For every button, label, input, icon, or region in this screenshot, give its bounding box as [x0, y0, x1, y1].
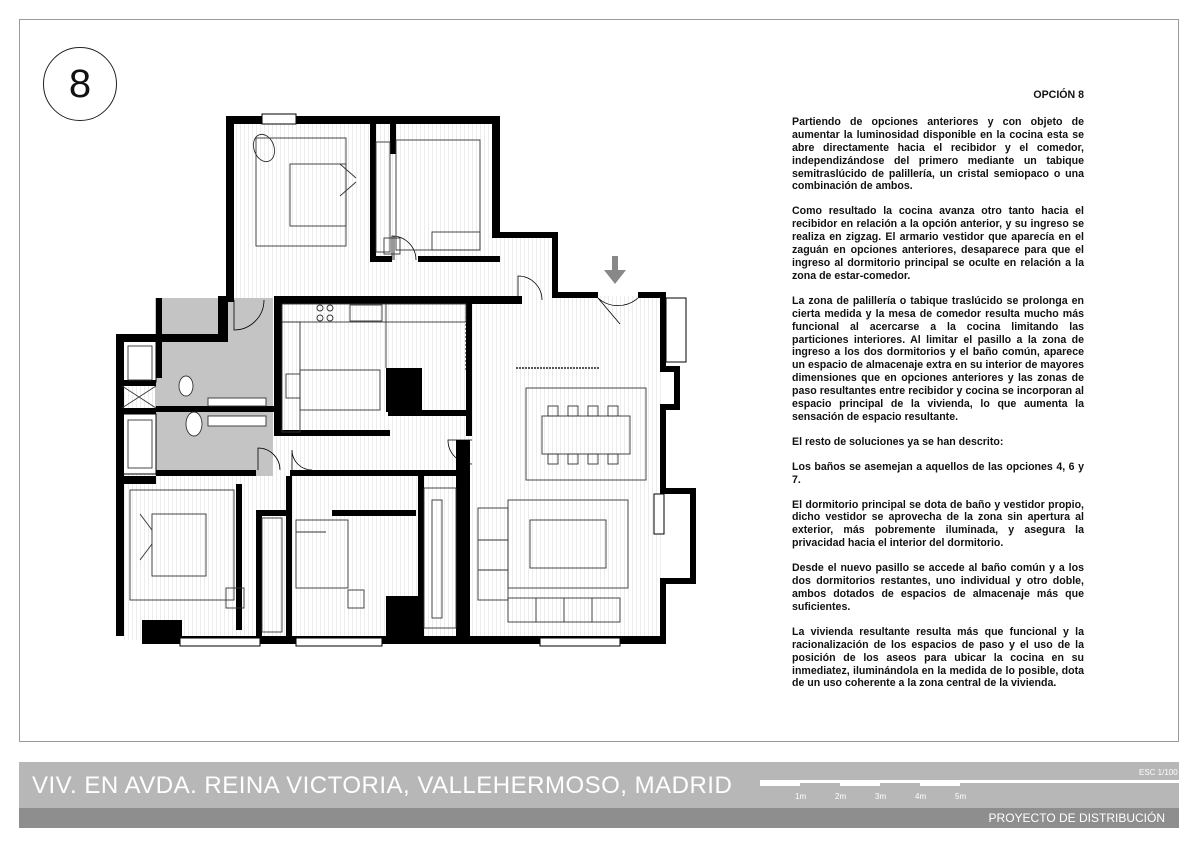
paragraph-6: El dormitorio principal se dota de baño y vestidor propio, dicho vestidor se aprovecha de la zona sin apertura al exterior, más pobremente iluminada, y asegura la privacidad hacia el interior del dormitorio. — [792, 498, 1084, 550]
scale-label-1: 1m — [795, 792, 807, 801]
option-title: OPCIÓN 8 — [1033, 89, 1084, 101]
paragraph-1: Partiendo de opciones anteriores y con objeto de aumentar la luminosidad disponible en la cocina esta se abre directamente hacia el recibidor y el comedor, independizándose del primero mediante un tabique semitraslúcido de palillería, un cristal semiopaco o una combinación de ambos. — [792, 115, 1084, 193]
project-title: VIV. EN AVDA. REINA VICTORIA, VALLEHERMOSO, MADRID — [32, 772, 733, 799]
description-column — [792, 89, 1084, 702]
sheet-number: 8 — [68, 61, 92, 106]
scale-label-5: 5m — [955, 792, 967, 801]
paragraph-5: Los baños se asemejan a aquellos de las opciones 4, 6 y 7. — [792, 460, 1084, 486]
scale-label-4: 4m — [915, 792, 927, 801]
entry-arrow — [604, 256, 626, 284]
bathroom-main — [155, 298, 273, 476]
paragraph-2: Como resultado la cocina avanza otro tanto hacia el recibidor en relación a la opción anterior, y su ingreso se realiza en zigzag. El armario vestidor que aparecía en el zaguán en opciones anteriores, desaparece para que el ingreso al dormitorio principal se oculte en relación a la zona de estar-comedor. — [792, 205, 1084, 282]
scale-label-2: 2m — [835, 792, 847, 801]
paragraph-8: La vivienda resultante resulta más que funcional y la racionalización de los espacios de paso y el uso de la posición de los aseos para ubicar la cocina en su inmediatez, iluminándola en la medida de lo posible, dota de un uso coherente a la zona central de la vivienda. — [792, 625, 1084, 690]
paragraph-4: El resto de soluciones ya se han descrito: — [792, 435, 1004, 448]
paragraph-7: Desde el nuevo pasillo se accede al baño común y a los dos dormitorios restantes, uno individual y otro doble, ambos dotados de espacios de almacenaje más que suficientes. — [792, 562, 1084, 613]
scale-label-3: 3m — [875, 792, 887, 801]
project-subtitle: PROYECTO DE DISTRIBUCIÓN — [988, 811, 1165, 825]
paragraph-3: La zona de palillería o tabique traslúcido se prolonga en cierta medida y la mesa de comedor resulta mucho más funcional al acercarse a la cocina limitando las particiones interiores. Al limitar el pasillo a la zona de ingreso a los dos dormitorios y el baño común, aparece un espacio de almacenaje extra en su interior de mayores dimensiones que en opciones anteriores y las zonas de paso resultantes entre recibidor y cocina se incorporan al espacio principal de la vivienda, lo que aumenta la sensación de espacio resultante. — [792, 294, 1084, 423]
scale-bar — [760, 780, 1180, 792]
scale-text: ESC 1/100 — [1139, 768, 1178, 777]
sheet-number-badge — [43, 47, 117, 121]
floor-plan — [116, 108, 696, 656]
